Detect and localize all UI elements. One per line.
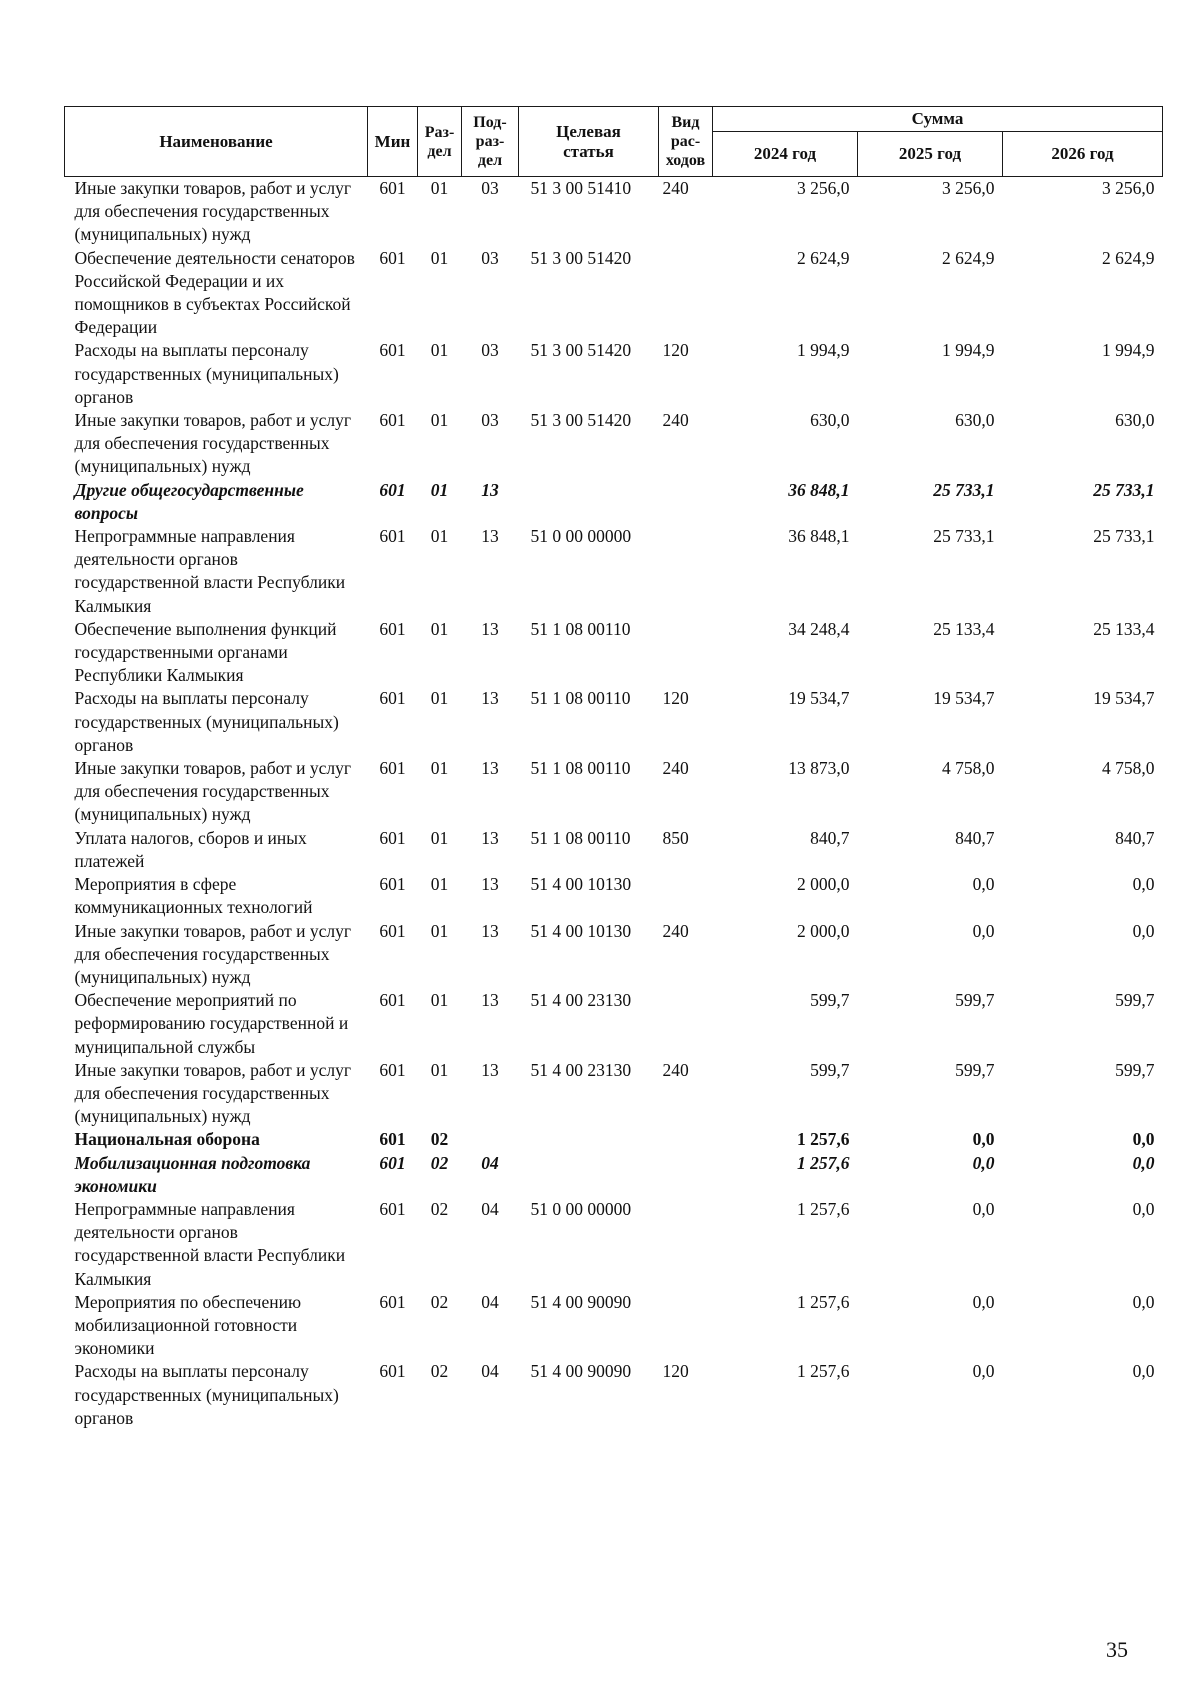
cell-min: 601 [379, 1198, 406, 1219]
cell-vid [659, 618, 713, 688]
cell-min: 601 [379, 990, 406, 1011]
cell-2024: 599,7 [810, 1059, 850, 1080]
cell-2024: 36 848,1 [788, 479, 850, 500]
cell-min: 601 [379, 758, 406, 779]
cell-2024: 2 000,0 [797, 874, 850, 895]
cell-2024: 2 000,0 [797, 920, 850, 941]
table-row [65, 687, 1163, 757]
cell-celevaya: 51 3 00 51420 [530, 247, 632, 268]
cell-celevaya: 51 3 00 51420 [530, 410, 632, 431]
cell-min: 601 [379, 1129, 406, 1150]
header-vid-text: Вид рас- ходов [665, 114, 706, 169]
table-row [65, 1059, 1163, 1129]
cell-celevaya: 51 4 00 90090 [530, 1361, 632, 1382]
cell-min: 601 [379, 827, 406, 848]
cell-2026: 3 256,0 [1102, 178, 1155, 198]
cell-2024: 599,7 [810, 990, 850, 1011]
cell-celevaya: 51 0 00 00000 [530, 1198, 632, 1219]
cell-2025: 4 758,0 [942, 758, 995, 779]
cell-razdel: 01 [430, 874, 449, 895]
cell-celevaya: 51 0 00 00000 [530, 526, 632, 547]
cell-2024: 36 848,1 [788, 526, 850, 547]
cell-2025: 0,0 [972, 1129, 995, 1150]
cell-2026: 0,0 [1132, 874, 1155, 895]
cell-podrazdel: 03 [481, 178, 499, 198]
cell-2025: 0,0 [972, 920, 995, 941]
cell-2025: 0,0 [972, 874, 995, 895]
cell-name: Расходы на выплаты персоналу государственных (муниципальных) органов [74, 340, 339, 407]
cell-name: Обеспечение деятельности сенаторов Российской Федерации и их помощников в субъектах Российской Федерации [74, 247, 355, 338]
table-row [65, 525, 1163, 618]
cell-name: Иные закупки товаров, работ и услуг для обеспечения государственных (муниципальных) нужд [74, 1059, 352, 1127]
table-row [65, 873, 1163, 919]
header-year-2026: 2026 год [1003, 132, 1163, 177]
cell-2024: 13 873,0 [788, 758, 850, 779]
cell-name: Иные закупки товаров, работ и услуг для обеспечения государственных (муниципальных) нужд [74, 178, 352, 245]
cell-razdel: 01 [430, 758, 449, 779]
cell-min: 601 [379, 618, 406, 639]
cell-min: 601 [379, 479, 406, 500]
cell-vid [659, 1128, 713, 1151]
header-razdel [418, 107, 462, 177]
cell-name: Расходы на выплаты персоналу государственных (муниципальных) органов [74, 688, 339, 755]
cell-2024: 3 256,0 [797, 178, 850, 198]
cell-vid [659, 247, 713, 340]
cell-min: 601 [379, 1291, 406, 1312]
cell-2026: 0,0 [1132, 920, 1155, 941]
cell-celevaya: 51 1 08 00110 [530, 688, 631, 709]
cell-razdel: 02 [430, 1361, 449, 1382]
cell-name: Непрограммные направления деятельности органов государственной власти Республики Калмыкия [74, 1198, 346, 1289]
cell-podrazdel: 04 [481, 1291, 499, 1312]
cell-razdel: 02 [430, 1198, 449, 1219]
cell-2025: 0,0 [972, 1361, 995, 1382]
table-row [65, 339, 1163, 409]
cell-min: 601 [379, 1059, 406, 1080]
cell-name: Непрограммные направления деятельности органов государственной власти Республики Калмыкия [74, 526, 346, 616]
cell-podrazdel [462, 1128, 519, 1151]
cell-2024: 2 624,9 [797, 247, 850, 268]
cell-razdel: 01 [430, 618, 449, 639]
cell-razdel: 01 [430, 920, 449, 941]
cell-2026: 2 624,9 [1102, 247, 1155, 268]
cell-celevaya: 51 3 00 51420 [530, 340, 632, 361]
cell-name: Иные закупки товаров, работ и услуг для обеспечения государственных (муниципальных) нужд [74, 920, 352, 987]
cell-name: Обеспечение мероприятий по реформированию государственной и муниципальной службы [74, 990, 349, 1057]
cell-2026: 4 758,0 [1102, 758, 1155, 779]
cell-min: 601 [379, 526, 406, 547]
cell-razdel: 01 [430, 688, 449, 709]
cell-razdel: 02 [430, 1291, 449, 1312]
cell-podrazdel: 13 [481, 688, 499, 709]
cell-podrazdel: 13 [481, 920, 499, 941]
cell-2026: 1 994,9 [1102, 340, 1155, 361]
cell-2024: 19 534,7 [788, 688, 850, 709]
cell-2026: 599,7 [1115, 990, 1155, 1011]
cell-celevaya: 51 1 08 00110 [530, 827, 631, 848]
cell-vid [659, 989, 713, 1059]
table-body [65, 177, 1163, 1430]
cell-2025: 0,0 [972, 1198, 995, 1219]
cell-2026: 0,0 [1132, 1198, 1155, 1219]
cell-2025: 0,0 [972, 1291, 995, 1312]
cell-2025: 1 994,9 [942, 340, 995, 361]
cell-podrazdel: 13 [481, 990, 499, 1011]
cell-podrazdel: 03 [481, 340, 499, 361]
cell-podrazdel: 04 [481, 1198, 499, 1219]
cell-2024: 34 248,4 [788, 618, 850, 639]
table-row [65, 989, 1163, 1059]
cell-2024: 1 257,6 [797, 1361, 850, 1382]
cell-2025: 0,0 [972, 1152, 995, 1173]
cell-2025: 599,7 [955, 990, 995, 1011]
table-row [65, 479, 1163, 525]
cell-2024: 840,7 [810, 827, 850, 848]
cell-celevaya: 51 4 00 10130 [530, 920, 632, 941]
header-summa: Сумма [713, 107, 1163, 132]
cell-vid [659, 1152, 713, 1198]
cell-name: Обеспечение выполнения функций государственными органами Республики Калмыкия [74, 618, 337, 686]
table-header [65, 107, 1163, 177]
cell-celevaya: 51 3 00 51410 [530, 178, 632, 198]
cell-vid: 120 [662, 340, 689, 361]
cell-min: 601 [379, 340, 406, 361]
cell-vid [659, 1198, 713, 1291]
cell-min: 601 [379, 178, 406, 198]
cell-celevaya: 51 1 08 00110 [530, 758, 631, 779]
cell-podrazdel: 13 [481, 479, 499, 500]
cell-2026: 0,0 [1132, 1291, 1155, 1312]
cell-celevaya: 51 1 08 00110 [530, 618, 631, 639]
cell-vid [659, 1291, 713, 1361]
cell-podrazdel: 03 [481, 247, 499, 268]
cell-2026: 25 733,1 [1093, 479, 1155, 500]
table-row [65, 1198, 1163, 1291]
cell-2025: 25 733,1 [933, 526, 995, 547]
cell-celevaya [519, 479, 659, 525]
cell-2024: 1 994,9 [797, 340, 850, 361]
cell-2026: 630,0 [1115, 410, 1155, 431]
cell-2026: 25 133,4 [1093, 618, 1155, 639]
cell-name: Иные закупки товаров, работ и услуг для обеспечения государственных (муниципальных) нужд [74, 410, 352, 477]
cell-podrazdel: 13 [481, 526, 499, 547]
cell-vid: 240 [662, 920, 689, 941]
cell-podrazdel: 13 [481, 874, 499, 895]
table-row [65, 1128, 1163, 1151]
table-row [65, 177, 1163, 247]
header-vid [659, 107, 713, 177]
cell-celevaya: 51 4 00 10130 [530, 874, 632, 895]
cell-vid [659, 525, 713, 618]
cell-razdel: 01 [430, 827, 449, 848]
cell-2025: 599,7 [955, 1059, 995, 1080]
cell-podrazdel: 13 [481, 618, 499, 639]
table-row [65, 247, 1163, 340]
cell-razdel: 01 [430, 178, 449, 198]
cell-name: Национальная оборона [74, 1129, 260, 1150]
cell-2026: 19 534,7 [1093, 688, 1155, 709]
header-podrazdel [462, 107, 519, 177]
table-row [65, 920, 1163, 990]
header-min: Мин [368, 107, 418, 177]
cell-razdel: 01 [430, 247, 449, 268]
cell-razdel: 01 [430, 410, 449, 431]
cell-2025: 3 256,0 [942, 178, 995, 198]
cell-2026: 840,7 [1115, 827, 1155, 848]
cell-name: Мероприятия в сфере коммуникационных технологий [74, 874, 313, 918]
table-row [65, 1152, 1163, 1198]
cell-2026: 0,0 [1132, 1361, 1155, 1382]
cell-2024: 1 257,6 [797, 1129, 850, 1150]
cell-podrazdel: 13 [481, 758, 499, 779]
cell-2025: 19 534,7 [933, 688, 995, 709]
cell-2025: 840,7 [955, 827, 995, 848]
cell-podrazdel: 13 [481, 1059, 499, 1080]
table-row [65, 1360, 1163, 1430]
cell-celevaya: 51 4 00 23130 [530, 990, 632, 1011]
cell-vid [659, 873, 713, 919]
cell-2024: 630,0 [810, 410, 850, 431]
page-number: 35 [1106, 1637, 1128, 1662]
cell-min: 601 [379, 1361, 406, 1382]
cell-2024: 1 257,6 [797, 1198, 850, 1219]
cell-2024: 1 257,6 [797, 1152, 850, 1173]
cell-vid: 120 [662, 1361, 689, 1382]
header-razdel-text: Раз- дел [424, 123, 455, 160]
cell-celevaya: 51 4 00 23130 [530, 1059, 632, 1080]
cell-vid [659, 479, 713, 525]
cell-2025: 25 133,4 [933, 618, 995, 639]
table-row [65, 618, 1163, 688]
header-podrazdel-text: Под- раз- дел [473, 114, 507, 169]
cell-name: Мобилизационная подготовка экономики [74, 1152, 311, 1196]
header-celevaya [519, 107, 659, 177]
cell-name: Расходы на выплаты персоналу государственных (муниципальных) органов [74, 1361, 339, 1428]
header-celevaya-text: Целевая статья [556, 121, 621, 161]
cell-podrazdel: 04 [481, 1152, 499, 1173]
cell-name: Мероприятия по обеспечению мобилизационной готовности экономики [74, 1291, 302, 1359]
header-name: Наименование [65, 107, 368, 177]
cell-podrazdel: 03 [481, 410, 499, 431]
cell-2026: 599,7 [1115, 1059, 1155, 1080]
cell-podrazdel: 13 [481, 827, 499, 848]
cell-2025: 25 733,1 [933, 479, 995, 500]
cell-razdel: 01 [430, 990, 449, 1011]
header-year-2025: 2025 год [858, 132, 1003, 177]
cell-celevaya [519, 1128, 659, 1151]
table-row [65, 409, 1163, 479]
cell-razdel: 01 [430, 479, 449, 500]
cell-2025: 2 624,9 [942, 247, 995, 268]
cell-razdel: 01 [430, 340, 449, 361]
cell-vid: 240 [662, 410, 689, 431]
cell-vid: 120 [662, 688, 689, 709]
cell-name: Уплата налогов, сборов и иных платежей [74, 827, 307, 871]
cell-celevaya: 51 4 00 90090 [530, 1291, 632, 1312]
cell-min: 601 [379, 247, 406, 268]
cell-vid: 240 [662, 758, 689, 779]
cell-vid: 240 [662, 178, 689, 198]
cell-min: 601 [379, 1152, 406, 1173]
cell-podrazdel: 04 [481, 1361, 499, 1382]
cell-razdel: 01 [430, 526, 449, 547]
cell-vid: 240 [662, 1059, 689, 1080]
table-row [65, 1291, 1163, 1361]
table-row [65, 827, 1163, 873]
cell-celevaya [519, 1152, 659, 1198]
cell-razdel: 02 [430, 1129, 449, 1150]
cell-2025: 630,0 [955, 410, 995, 431]
cell-2026: 25 733,1 [1093, 526, 1155, 547]
budget-table [64, 106, 1163, 1430]
cell-2026: 0,0 [1132, 1152, 1155, 1173]
cell-min: 601 [379, 874, 406, 895]
cell-razdel: 02 [430, 1152, 449, 1173]
cell-name: Другие общегосударственные вопросы [74, 479, 304, 523]
cell-vid: 850 [662, 827, 689, 848]
cell-min: 601 [379, 920, 406, 941]
header-year-2024: 2024 год [713, 132, 858, 177]
cell-min: 601 [379, 688, 406, 709]
cell-2026: 0,0 [1132, 1129, 1155, 1150]
cell-2024: 1 257,6 [797, 1291, 850, 1312]
cell-name: Иные закупки товаров, работ и услуг для обеспечения государственных (муниципальных) нужд [74, 758, 352, 825]
table-row [65, 757, 1163, 827]
cell-min: 601 [379, 410, 406, 431]
cell-razdel: 01 [430, 1059, 449, 1080]
